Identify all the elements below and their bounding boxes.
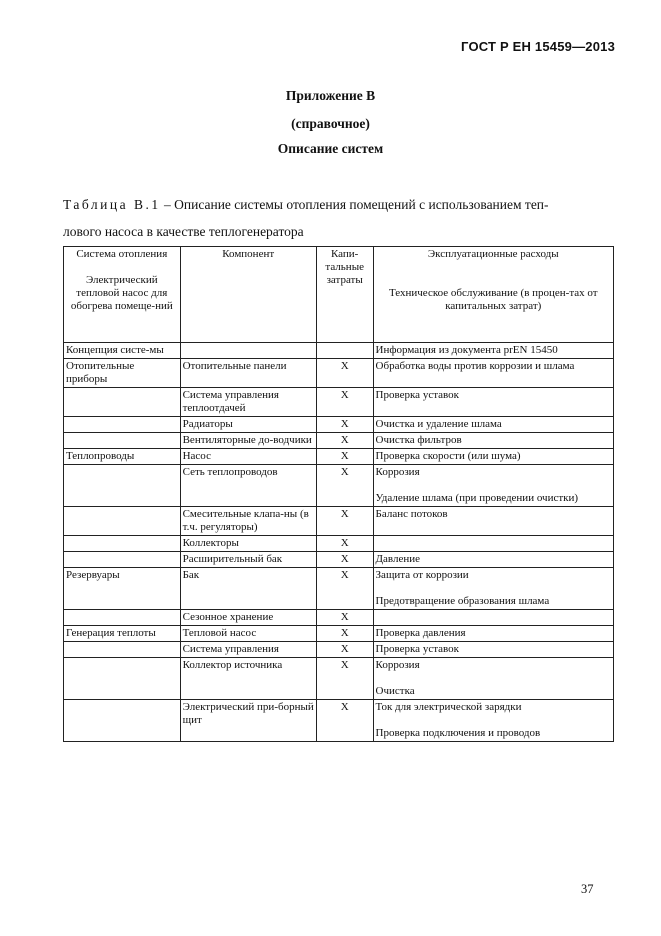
table-row bbox=[64, 343, 614, 359]
cell-opex bbox=[373, 610, 613, 626]
cell-capex: X bbox=[316, 417, 373, 433]
document-code: ГОСТ Р ЕН 15459—2013 bbox=[461, 39, 615, 54]
cell-opex bbox=[373, 658, 613, 700]
cell-capex: X bbox=[316, 465, 373, 507]
table-row bbox=[64, 359, 614, 388]
opex-item: Проверка уставок bbox=[375, 389, 459, 401]
opex-item: Давление bbox=[375, 553, 421, 565]
cell-capex: X bbox=[316, 507, 373, 536]
cell-opex bbox=[373, 417, 613, 433]
table-body bbox=[64, 247, 614, 742]
table-row bbox=[64, 388, 614, 417]
table-row bbox=[64, 658, 614, 700]
table-row bbox=[64, 433, 614, 449]
cell-system bbox=[64, 642, 181, 658]
cell-capex: X bbox=[316, 700, 373, 742]
cell-system bbox=[64, 388, 181, 417]
cell-component: Смесительные клапа-ны (в т.ч. регуляторы) bbox=[180, 507, 316, 536]
table-row bbox=[64, 417, 614, 433]
header-opex-title: Эксплуатационные расходы bbox=[427, 248, 559, 260]
cell-opex bbox=[373, 507, 613, 536]
opex-item: Очистка bbox=[375, 685, 415, 697]
opex-item: Баланс потоков bbox=[375, 508, 448, 520]
cell-opex bbox=[373, 359, 613, 388]
table-row bbox=[64, 449, 614, 465]
table-row bbox=[64, 568, 614, 610]
table-caption-text: – Описание системы отопления помещений с использованием теп- bbox=[160, 197, 549, 212]
cell-component: Тепловой насос bbox=[180, 626, 316, 642]
cell-system: Концепция систе-мы bbox=[64, 343, 181, 359]
table-caption-line-1 bbox=[63, 191, 615, 218]
table-row bbox=[64, 700, 614, 742]
opex-item: Защита от коррозии bbox=[375, 569, 469, 581]
table-row bbox=[64, 552, 614, 568]
cell-component: Сезонное хранение bbox=[180, 610, 316, 626]
cell-capex: X bbox=[316, 610, 373, 626]
cell-component: Радиаторы bbox=[180, 417, 316, 433]
cell-component: Система управления bbox=[180, 642, 316, 658]
header-capex: Капи-тальные затраты bbox=[316, 247, 373, 343]
cell-component: Электрический при-борный щит bbox=[180, 700, 316, 742]
table-row bbox=[64, 465, 614, 507]
cell-opex bbox=[373, 642, 613, 658]
cell-component bbox=[180, 343, 316, 359]
opex-item: Очистка фильтров bbox=[375, 434, 462, 446]
table-caption-line-2: лового насоса в качестве теплогенератора bbox=[63, 224, 304, 239]
cell-system bbox=[64, 433, 181, 449]
cell-opex bbox=[373, 388, 613, 417]
header-opex-subtitle: Техническое обслуживание (в процен-тах от капитальных затрат) bbox=[388, 287, 598, 312]
cell-system: Отопительные приборы bbox=[64, 359, 181, 388]
cell-component: Система управления теплоотдачей bbox=[180, 388, 316, 417]
cell-component: Коллектор источника bbox=[180, 658, 316, 700]
cell-system bbox=[64, 507, 181, 536]
cell-opex bbox=[373, 433, 613, 449]
opex-item: Проверка давления bbox=[375, 627, 466, 639]
cell-system bbox=[64, 658, 181, 700]
header-system-title: Система отопления bbox=[76, 248, 168, 260]
cell-system bbox=[64, 536, 181, 552]
cell-system bbox=[64, 465, 181, 507]
table-row bbox=[64, 626, 614, 642]
cell-capex: X bbox=[316, 388, 373, 417]
cell-capex bbox=[316, 343, 373, 359]
table-header-row bbox=[64, 247, 614, 343]
table-row bbox=[64, 507, 614, 536]
cell-capex: X bbox=[316, 568, 373, 610]
opex-item: Обработка воды против коррозии и шлама bbox=[375, 360, 575, 372]
opex-item: Проверка скорости (или шума) bbox=[375, 450, 521, 462]
cell-capex: X bbox=[316, 433, 373, 449]
cell-system bbox=[64, 552, 181, 568]
opex-item: Коррозия bbox=[375, 466, 420, 478]
cell-opex bbox=[373, 536, 613, 552]
table-row bbox=[64, 610, 614, 626]
cell-opex bbox=[373, 465, 613, 507]
cell-system: Теплопроводы bbox=[64, 449, 181, 465]
opex-item: Информация из документа prEN 15450 bbox=[375, 344, 558, 356]
cell-opex bbox=[373, 626, 613, 642]
cell-component: Вентиляторные до-водчики bbox=[180, 433, 316, 449]
header-opex bbox=[373, 247, 613, 343]
cell-component: Бак bbox=[180, 568, 316, 610]
cell-opex bbox=[373, 568, 613, 610]
annex-title: Приложение В bbox=[285, 88, 376, 103]
cell-component: Сеть теплопроводов bbox=[180, 465, 316, 507]
cell-component: Отопительные панели bbox=[180, 359, 316, 388]
cell-capex: X bbox=[316, 359, 373, 388]
cell-capex: X bbox=[316, 642, 373, 658]
cell-component: Насос bbox=[180, 449, 316, 465]
cell-capex: X bbox=[316, 536, 373, 552]
header-system bbox=[64, 247, 181, 343]
table-row bbox=[64, 536, 614, 552]
annex-name: Описание систем bbox=[277, 141, 384, 156]
cell-opex bbox=[373, 700, 613, 742]
opex-item: Предотвращение образования шлама bbox=[375, 595, 550, 607]
cell-opex bbox=[373, 449, 613, 465]
opex-item: Удаление шлама (при проведении очистки) bbox=[375, 492, 579, 504]
cell-capex: X bbox=[316, 658, 373, 700]
table-row bbox=[64, 642, 614, 658]
cell-capex: X bbox=[316, 449, 373, 465]
systems-table bbox=[63, 246, 614, 742]
opex-item: Очистка и удаление шлама bbox=[375, 418, 502, 430]
cell-system bbox=[64, 700, 181, 742]
cell-opex bbox=[373, 552, 613, 568]
cell-system bbox=[64, 610, 181, 626]
cell-system: Генерация теплоты bbox=[64, 626, 181, 642]
header-system-subtitle: Электрический тепловой насос для обогрева помеще-ний bbox=[70, 274, 173, 312]
opex-item: Ток для электрической зарядки bbox=[375, 701, 522, 713]
cell-component: Расширительный бак bbox=[180, 552, 316, 568]
opex-item: Проверка уставок bbox=[375, 643, 459, 655]
opex-item: Коррозия bbox=[375, 659, 420, 671]
cell-capex: X bbox=[316, 552, 373, 568]
cell-opex bbox=[373, 343, 613, 359]
opex-item: Проверка подключения и проводов bbox=[375, 727, 541, 739]
cell-system: Резервуары bbox=[64, 568, 181, 610]
cell-capex: X bbox=[316, 626, 373, 642]
table-label: Таблица В.1 bbox=[63, 197, 161, 212]
page-number: 37 bbox=[581, 882, 594, 896]
cell-component: Коллекторы bbox=[180, 536, 316, 552]
annex-status: (справочное) bbox=[291, 116, 370, 131]
cell-system bbox=[64, 417, 181, 433]
header-component: Компонент bbox=[180, 247, 316, 343]
